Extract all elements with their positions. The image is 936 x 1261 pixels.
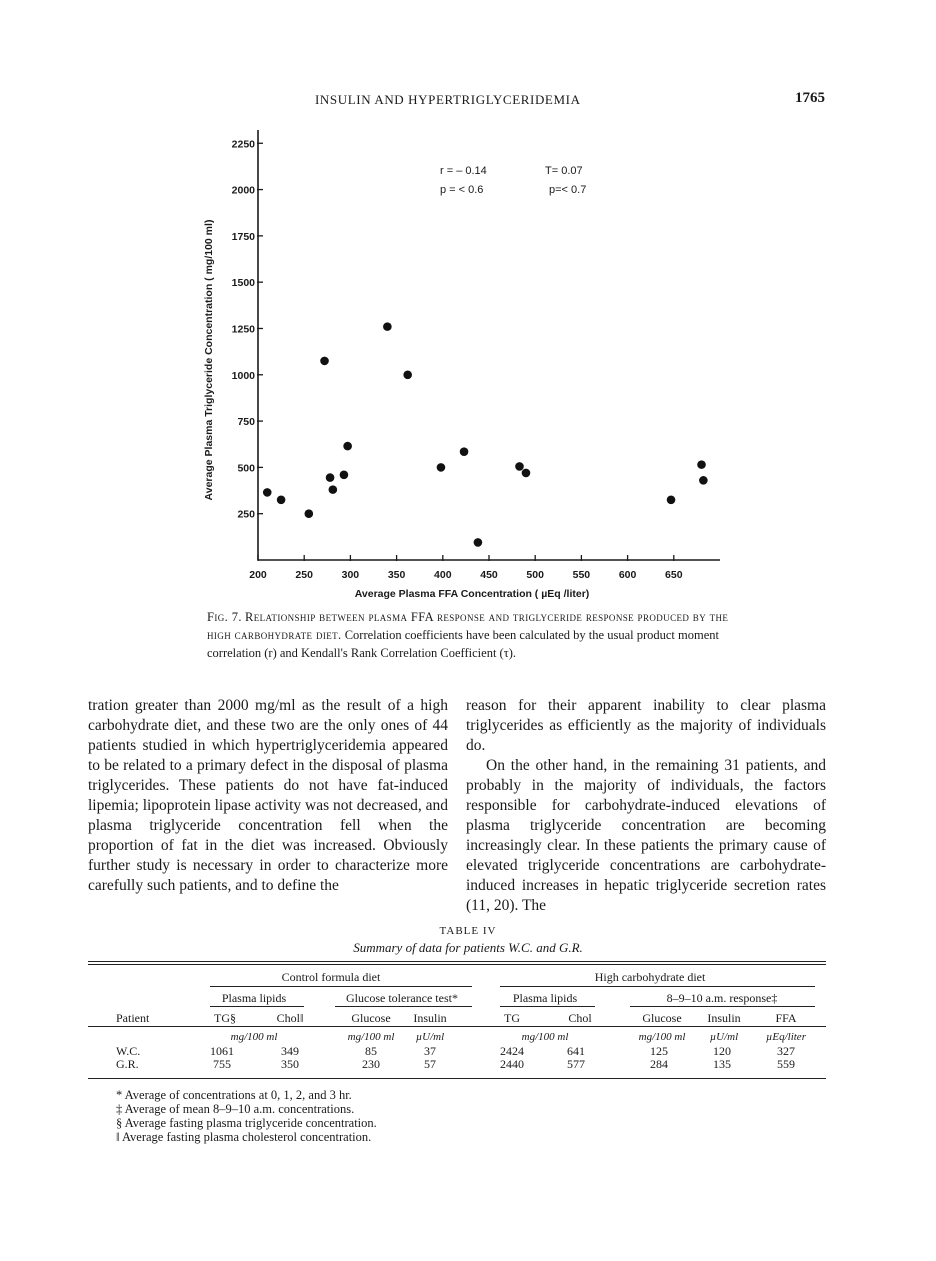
data-point bbox=[277, 496, 286, 505]
col-patient: Patient bbox=[116, 1011, 150, 1025]
annotation-tau: T= 0.07 bbox=[545, 165, 583, 177]
table-rule-mid bbox=[88, 1026, 826, 1027]
col-glucose-2: Glucose bbox=[642, 1011, 682, 1025]
cell-insulin1: 37 bbox=[424, 1044, 436, 1058]
cell-chol1: 350 bbox=[281, 1057, 299, 1071]
unit-mg-2: mg/100 ml bbox=[347, 1031, 395, 1043]
data-point bbox=[343, 442, 352, 451]
x-tick-label: 250 bbox=[295, 569, 313, 581]
x-tick-label: 350 bbox=[387, 569, 406, 581]
col-tg-2: TG bbox=[504, 1011, 520, 1025]
cell-chol1: 349 bbox=[281, 1044, 299, 1058]
x-axis-label: Average Plasma FFA Concentration ( µEq /liter) bbox=[354, 588, 590, 600]
x-tick-label: 200 bbox=[249, 569, 267, 581]
data-point bbox=[474, 538, 483, 547]
footnote: ‖ Average fasting plasma cholesterol concentration. bbox=[116, 1130, 372, 1144]
x-tick-label: 650 bbox=[665, 569, 683, 581]
header-response: 8–9–10 a.m. response‡ bbox=[666, 991, 778, 1005]
cell-tg2: 2440 bbox=[500, 1057, 524, 1071]
table-rule-top bbox=[88, 961, 826, 962]
body-column-left bbox=[88, 696, 448, 896]
x-axis-ticks bbox=[249, 555, 682, 581]
rule-group2 bbox=[500, 986, 815, 987]
footnote: * Average of concentrations at 0, 1, 2, and 3 hr. bbox=[116, 1088, 352, 1102]
data-point bbox=[522, 469, 531, 478]
y-tick-label: 1750 bbox=[231, 230, 255, 243]
data-point bbox=[326, 473, 335, 482]
chart-axes bbox=[258, 130, 720, 560]
header-control-diet: Control formula diet bbox=[281, 970, 381, 984]
unit-mg-3: mg/100 ml bbox=[521, 1031, 569, 1043]
x-tick-label: 300 bbox=[341, 569, 360, 581]
table-title: TABLE IV bbox=[439, 925, 497, 937]
cell-insulin1: 57 bbox=[424, 1057, 436, 1071]
footnote: ‡ Average of mean 8–9–10 a.m. concentrations. bbox=[116, 1102, 355, 1116]
table-rule-bottom bbox=[88, 1078, 826, 1079]
y-axis-label: Average Plasma Triglyceride Concentration ( mg/100 ml) bbox=[203, 219, 215, 501]
annotation-p2: p=< 0.7 bbox=[549, 184, 587, 196]
rule-sub2 bbox=[335, 1006, 472, 1007]
data-point bbox=[320, 357, 329, 366]
cell-patient: G.R. bbox=[116, 1057, 139, 1071]
rule-sub4 bbox=[630, 1006, 815, 1007]
y-tick-label: 2000 bbox=[231, 184, 255, 197]
unit-uu-1: µU/ml bbox=[415, 1031, 445, 1043]
col-chol-2: Chol bbox=[568, 1011, 592, 1025]
header-glucose-tolerance: Glucose tolerance test* bbox=[346, 991, 458, 1005]
y-tick-label: 750 bbox=[237, 416, 255, 429]
figure-label: Fig. 7. bbox=[207, 610, 242, 624]
cell-glucose2: 284 bbox=[650, 1057, 668, 1071]
data-points bbox=[263, 322, 708, 546]
data-point bbox=[437, 463, 446, 472]
x-tick-label: 600 bbox=[618, 569, 637, 581]
cell-patient: W.C. bbox=[116, 1044, 141, 1058]
cell-tg1: 755 bbox=[213, 1057, 231, 1071]
body-paragraph: On the other hand, in the remaining 31 patients, and probably in the majority of individuals, the factors responsible for carbohydrate-induced elevations of plasma triglyceride concentration are becoming increasingly clear. In these patients the primary cause of elevated triglyceride concentrations are carbohydrate-induced increases in hepatic triglyceride secretion rates (11, 20). The bbox=[466, 757, 826, 914]
col-insulin-2: Insulin bbox=[707, 1011, 741, 1025]
cell-tg2: 2424 bbox=[500, 1044, 524, 1058]
cell-ffa: 559 bbox=[777, 1057, 795, 1071]
col-ffa: FFA bbox=[775, 1011, 797, 1025]
col-glucose-1: Glucose bbox=[351, 1011, 391, 1025]
rule-group1 bbox=[210, 986, 472, 987]
cell-ffa: 327 bbox=[777, 1044, 795, 1058]
body-paragraph: reason for their apparent inability to clear plasma triglycerides as efficiently as the majority of individuals do. bbox=[466, 697, 826, 754]
body-paragraph: tration greater than 2000 mg/ml as the result of a high carbohydrate diet, and these two are the only ones of 44 patients studied in which hypertriglyceridemia appeared to be related to a primary defect in the disposal of plasma triglycerides. These patients do not have fat-induced lipemia; lipoprotein lipase activity was not decreased, and plasma triglyceride concentration fell when the proportion of fat in the diet was increased. Obviously further study is necessary in order to characterize more carefully such patients, and to define the bbox=[88, 697, 448, 894]
cell-chol2: 641 bbox=[567, 1044, 585, 1058]
annotation-p1: p = < 0.6 bbox=[440, 184, 484, 196]
cell-insulin2: 120 bbox=[713, 1044, 731, 1058]
footnote: § Average fasting plasma triglyceride concentration. bbox=[116, 1116, 377, 1130]
table-rule-top2 bbox=[88, 964, 826, 965]
data-point bbox=[340, 471, 349, 480]
unit-uu-2: µU/ml bbox=[709, 1031, 739, 1043]
table-subtitle: Summary of data for patients W.C. and G.R. bbox=[353, 940, 583, 955]
data-point bbox=[263, 488, 272, 497]
data-point bbox=[697, 460, 706, 469]
running-head: INSULIN AND HYPERTRIGLYCERIDEMIA bbox=[315, 92, 581, 107]
table-footnotes bbox=[116, 1088, 377, 1144]
x-tick-label: 500 bbox=[526, 569, 544, 581]
x-tick-label: 450 bbox=[480, 569, 498, 581]
rule-sub1 bbox=[210, 1006, 304, 1007]
col-insulin-1: Insulin bbox=[413, 1011, 447, 1025]
data-point bbox=[699, 476, 708, 485]
y-tick-label: 1250 bbox=[231, 323, 255, 336]
y-tick-label: 1000 bbox=[231, 369, 255, 382]
cell-insulin2: 135 bbox=[713, 1057, 731, 1071]
header-high-carb-diet: High carbohydrate diet bbox=[594, 970, 706, 984]
unit-mg-1: mg/100 ml bbox=[230, 1031, 278, 1043]
annotation-r: r = – 0.14 bbox=[440, 165, 487, 177]
cell-tg1: 1061 bbox=[210, 1044, 234, 1058]
cell-glucose1: 230 bbox=[362, 1057, 380, 1071]
page-number: 1765 bbox=[795, 90, 825, 106]
header-plasma-lipids-2: Plasma lipids bbox=[512, 991, 578, 1005]
y-tick-label: 250 bbox=[237, 508, 255, 521]
data-point bbox=[305, 509, 314, 518]
header-plasma-lipids-1: Plasma lipids bbox=[221, 991, 287, 1005]
data-point bbox=[403, 370, 412, 379]
unit-ueq: µEq/liter bbox=[766, 1031, 806, 1043]
cell-glucose1: 85 bbox=[365, 1044, 377, 1058]
x-tick-label: 400 bbox=[434, 569, 452, 581]
cell-chol2: 577 bbox=[567, 1057, 585, 1071]
data-point bbox=[515, 462, 524, 471]
figure-title: Relationship between plasma FFA response and triglyceride response produced by the high carbohydrate diet. bbox=[207, 610, 729, 642]
figure-caption bbox=[207, 608, 729, 662]
col-chol-1: Chol‖ bbox=[276, 1011, 304, 1025]
y-tick-label: 500 bbox=[237, 462, 255, 475]
cell-glucose2: 125 bbox=[650, 1044, 668, 1058]
data-point bbox=[667, 496, 676, 505]
y-tick-label: 2250 bbox=[231, 138, 255, 151]
unit-mg-4: mg/100 ml bbox=[638, 1031, 686, 1043]
figure-text: Correlation coefficients have been calculated by the usual product moment correlation (r) and Kendall's Rank Correlation Coefficient (τ). bbox=[207, 628, 719, 660]
rule-sub3 bbox=[500, 1006, 595, 1007]
y-tick-label: 1500 bbox=[231, 277, 255, 290]
col-tg-1: TG§ bbox=[214, 1011, 236, 1025]
scatter-chart bbox=[195, 125, 735, 605]
body-column-right bbox=[466, 696, 826, 916]
x-tick-label: 550 bbox=[572, 569, 591, 581]
data-point bbox=[329, 485, 338, 494]
data-point bbox=[383, 322, 392, 331]
data-point bbox=[460, 447, 469, 456]
